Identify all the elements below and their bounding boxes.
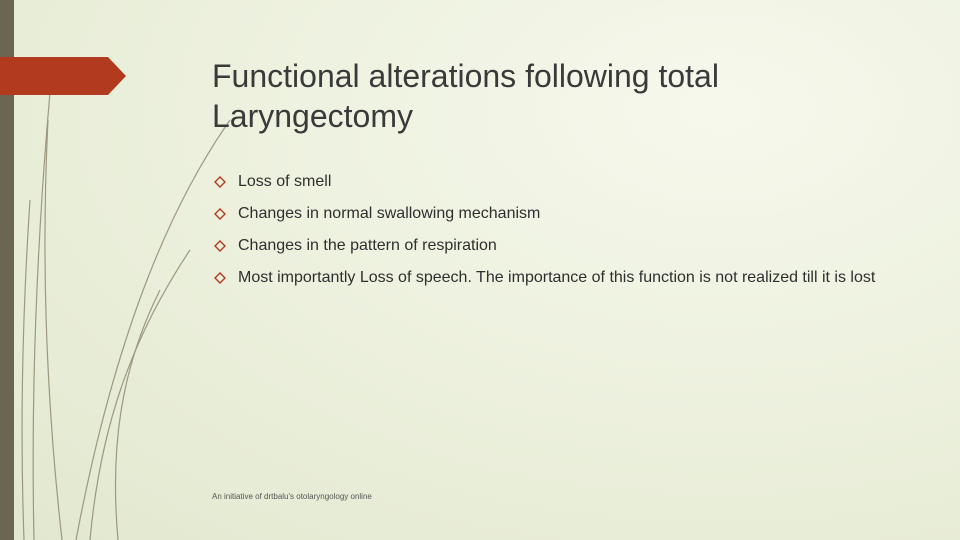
bullet-item [214, 266, 914, 289]
bullet-text: Changes in the pattern of respiration [238, 237, 497, 254]
bullet-item [214, 202, 914, 225]
bullet-text: Changes in normal swallowing mechanism [238, 205, 541, 222]
bullet-text: Loss of smell [238, 173, 332, 190]
bullet-item [214, 234, 914, 257]
footer-credit: An initiative of drtbalu's otolaryngology online [212, 492, 372, 501]
bullet-list [214, 170, 914, 298]
diamond-outline-icon [214, 272, 226, 284]
slide-title: Functional alterations following total Laryngectomy [212, 58, 719, 134]
diamond-outline-icon [214, 176, 226, 188]
bullet-text: Most importantly Loss of speech. The importance of this function is not realized till it is lost [238, 269, 876, 286]
accent-arrow-tab [0, 57, 126, 95]
diamond-outline-icon [214, 240, 226, 252]
diamond-outline-icon [214, 208, 226, 220]
bullet-item [214, 170, 914, 193]
